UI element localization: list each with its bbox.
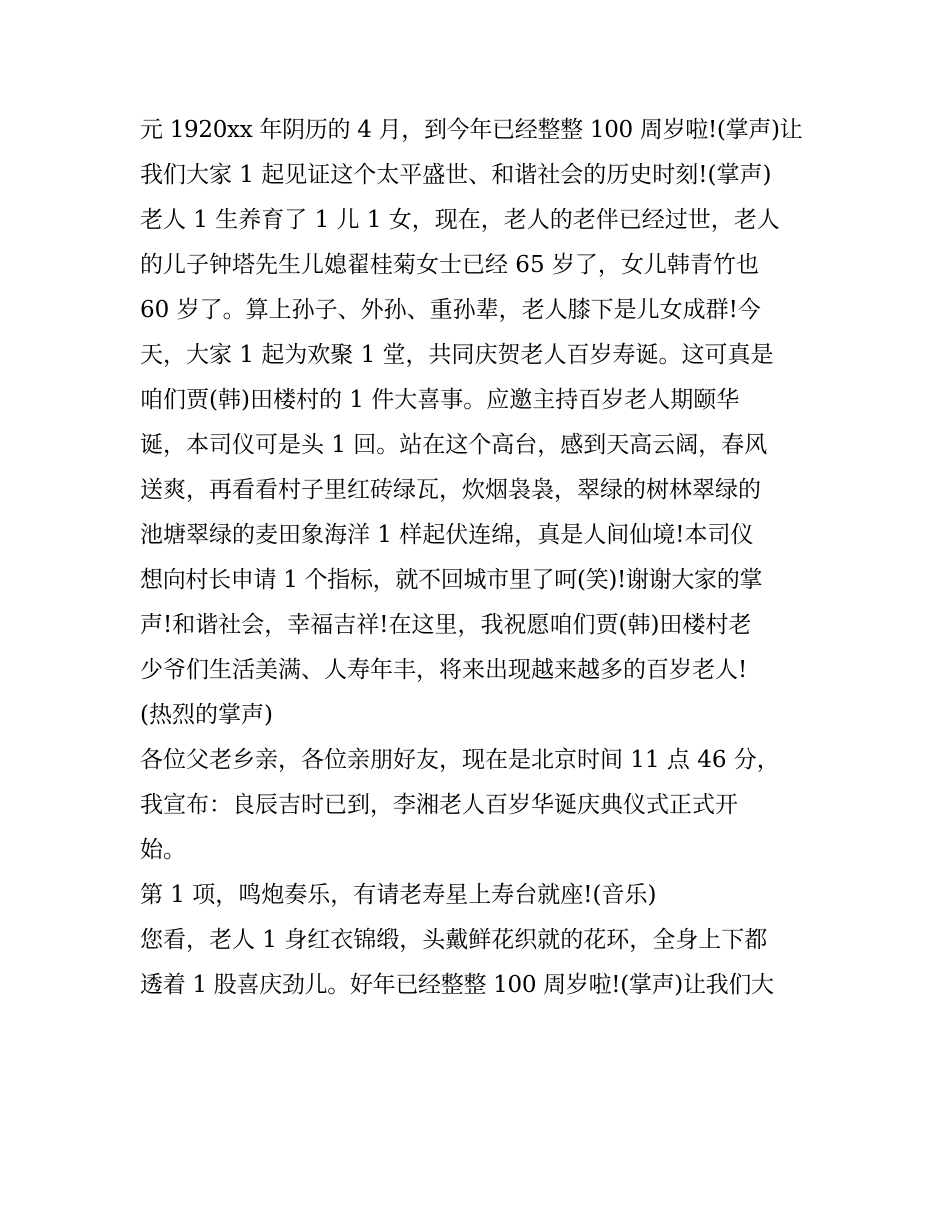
- text-line: 天，大家 1 起为欢聚 1 堂，共同庆贺老人百岁寿诞。这可真是: [140, 342, 774, 368]
- text-line: 池塘翠绿的麦田象海洋 1 样起伏连绵，真是人间仙境!本司仪: [140, 522, 754, 548]
- text-line: (热烈的掌声): [140, 702, 273, 728]
- text-line: 第 1 项，鸣炮奏乐，有请老寿星上寿台就座!(音乐): [140, 882, 657, 908]
- text-line: 老人 1 生养育了 1 儿 1 女，现在，老人的老伴已经过世，老人: [140, 207, 780, 233]
- text-line: 我们大家 1 起见证这个太平盛世、和谐社会的历史时刻!(掌声): [140, 162, 772, 188]
- text-line: 送爽，再看看村子里红砖绿瓦，炊烟袅袅，翠绿的树林翠绿的: [140, 477, 761, 503]
- text-line: 我宣布：良辰吉时已到，李湘老人百岁华诞庆典仪式正式开: [140, 792, 738, 818]
- document-body: [140, 108, 820, 1008]
- text-line: 声!和谐社会，幸福吉祥!在这里，我祝愿咱们贾(韩)田楼村老: [140, 612, 752, 638]
- text-line: 咱们贾(韩)田楼村的 1 件大喜事。应邀主持百岁老人期颐华: [140, 387, 740, 413]
- text-line: 想向村长申请 1 个指标，就不回城市里了呵(笑)!谢谢大家的掌: [140, 567, 763, 593]
- text-line: 诞，本司仪可是头 1 回。站在这个高台，感到天高云阔，春风: [140, 432, 768, 458]
- text-line: 少爷们生活美满、人寿年丰，将来出现越来越多的百岁老人!: [140, 657, 748, 683]
- text-line: 的儿子钟塔先生儿媳翟桂菊女士已经 65 岁了，女儿韩青竹也: [140, 252, 759, 278]
- text-line: 始。: [140, 837, 186, 863]
- text-line: 透着 1 股喜庆劲儿。好年已经整整 100 周岁啦!(掌声)让我们大: [140, 972, 774, 998]
- text-line: 元 1920xx 年阴历的 4 月，到今年已经整整 100 周岁啦!(掌声)让: [140, 117, 803, 143]
- text-line: 各位父老乡亲，各位亲朋好友，现在是北京时间 11 点 46 分，: [140, 747, 780, 773]
- text-line: 60 岁了。算上孙子、外孙、重孙辈，老人膝下是儿女成群!今: [140, 297, 761, 323]
- text-line: 您看，老人 1 身红衣锦缎，头戴鲜花织就的花环，全身上下都: [140, 927, 768, 953]
